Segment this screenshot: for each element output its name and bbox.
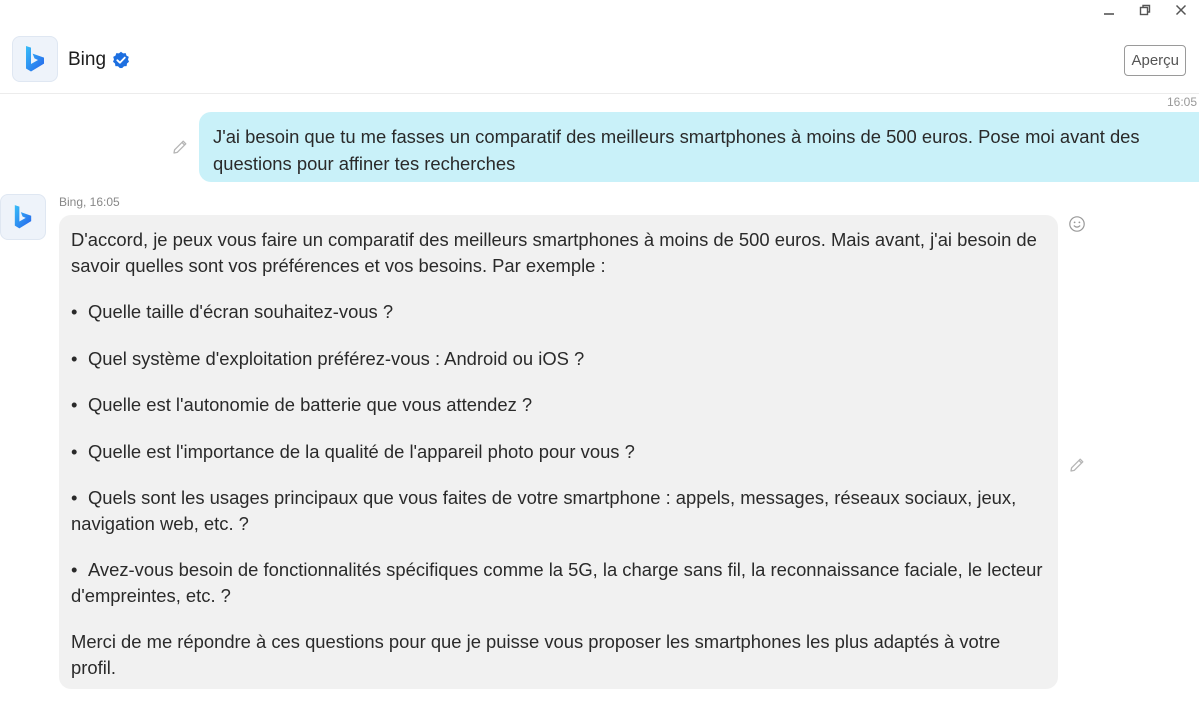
bing-logo-icon <box>13 204 33 230</box>
list-item: • Quels sont les usages principaux que vous faites de votre smartphone : appels, messages, réseaux sociaux, jeux, navigation web, etc. ? <box>71 487 1017 534</box>
emoji-reaction-icon[interactable] <box>1068 215 1086 233</box>
restore-icon[interactable] <box>1127 0 1163 20</box>
bing-logo-icon <box>24 45 46 73</box>
verified-badge-icon <box>112 51 130 69</box>
user-message-bubble <box>199 112 1199 182</box>
list-item: • Quelle est l'autonomie de batterie que vous attendez ? <box>71 392 1046 418</box>
list-item: • Quelle est l'importance de la qualité de l'appareil photo pour vous ? <box>71 439 1046 465</box>
bot-message-outro: Merci de me répondre à ces questions pour que je puisse vous proposer les smartphones les plus adaptés à votre profil. <box>71 631 1001 678</box>
bullet-marker: • <box>71 301 78 322</box>
contact-name-label: Bing <box>68 49 107 70</box>
bullet-marker: • <box>71 394 78 415</box>
minimize-icon[interactable] <box>1091 0 1127 20</box>
list-item: • Quelle taille d'écran souhaitez-vous ? <box>71 299 1046 325</box>
close-icon[interactable] <box>1163 0 1199 20</box>
bot-message-meta: Bing, 16:05 <box>59 195 120 209</box>
bullet-marker: • <box>71 347 78 369</box>
bullet-marker: • <box>71 487 78 508</box>
chat-header <box>0 20 1199 94</box>
user-message-text: J'ai besoin que tu me fasses un comparatif des meilleurs smartphones à moins de 500 euros. Pose moi avant des questions pour affiner tes recherches <box>213 126 1140 174</box>
contact-name <box>68 49 130 71</box>
bot-avatar[interactable] <box>0 194 46 240</box>
bullet-marker: • <box>71 440 78 462</box>
window-controls <box>1091 0 1199 20</box>
bullet-marker: • <box>71 559 78 580</box>
edit-pencil-icon[interactable] <box>1068 456 1086 474</box>
preview-button[interactable]: Aperçu <box>1124 45 1186 76</box>
avatar[interactable] <box>12 36 58 82</box>
list-item: • Avez-vous besoin de fonctionnalités spécifiques comme la 5G, la charge sans fil, la reconnaissance faciale, le lecteur d'empreintes, etc. ? <box>71 559 1043 606</box>
list-item: • Quel système d'exploitation préférez-vous : Android ou iOS ? <box>71 346 1046 372</box>
message-timestamp: 16:05 <box>1166 95 1197 109</box>
edit-pencil-icon[interactable] <box>171 138 189 156</box>
bot-message-bubble <box>59 215 1058 689</box>
bot-message-intro: D'accord, je peux vous faire un comparatif des meilleurs smartphones à moins de 500 euros. Mais avant, j'ai besoin de savoir quelles sont vos préférences et vos besoins. Par exemple : <box>71 229 1037 276</box>
